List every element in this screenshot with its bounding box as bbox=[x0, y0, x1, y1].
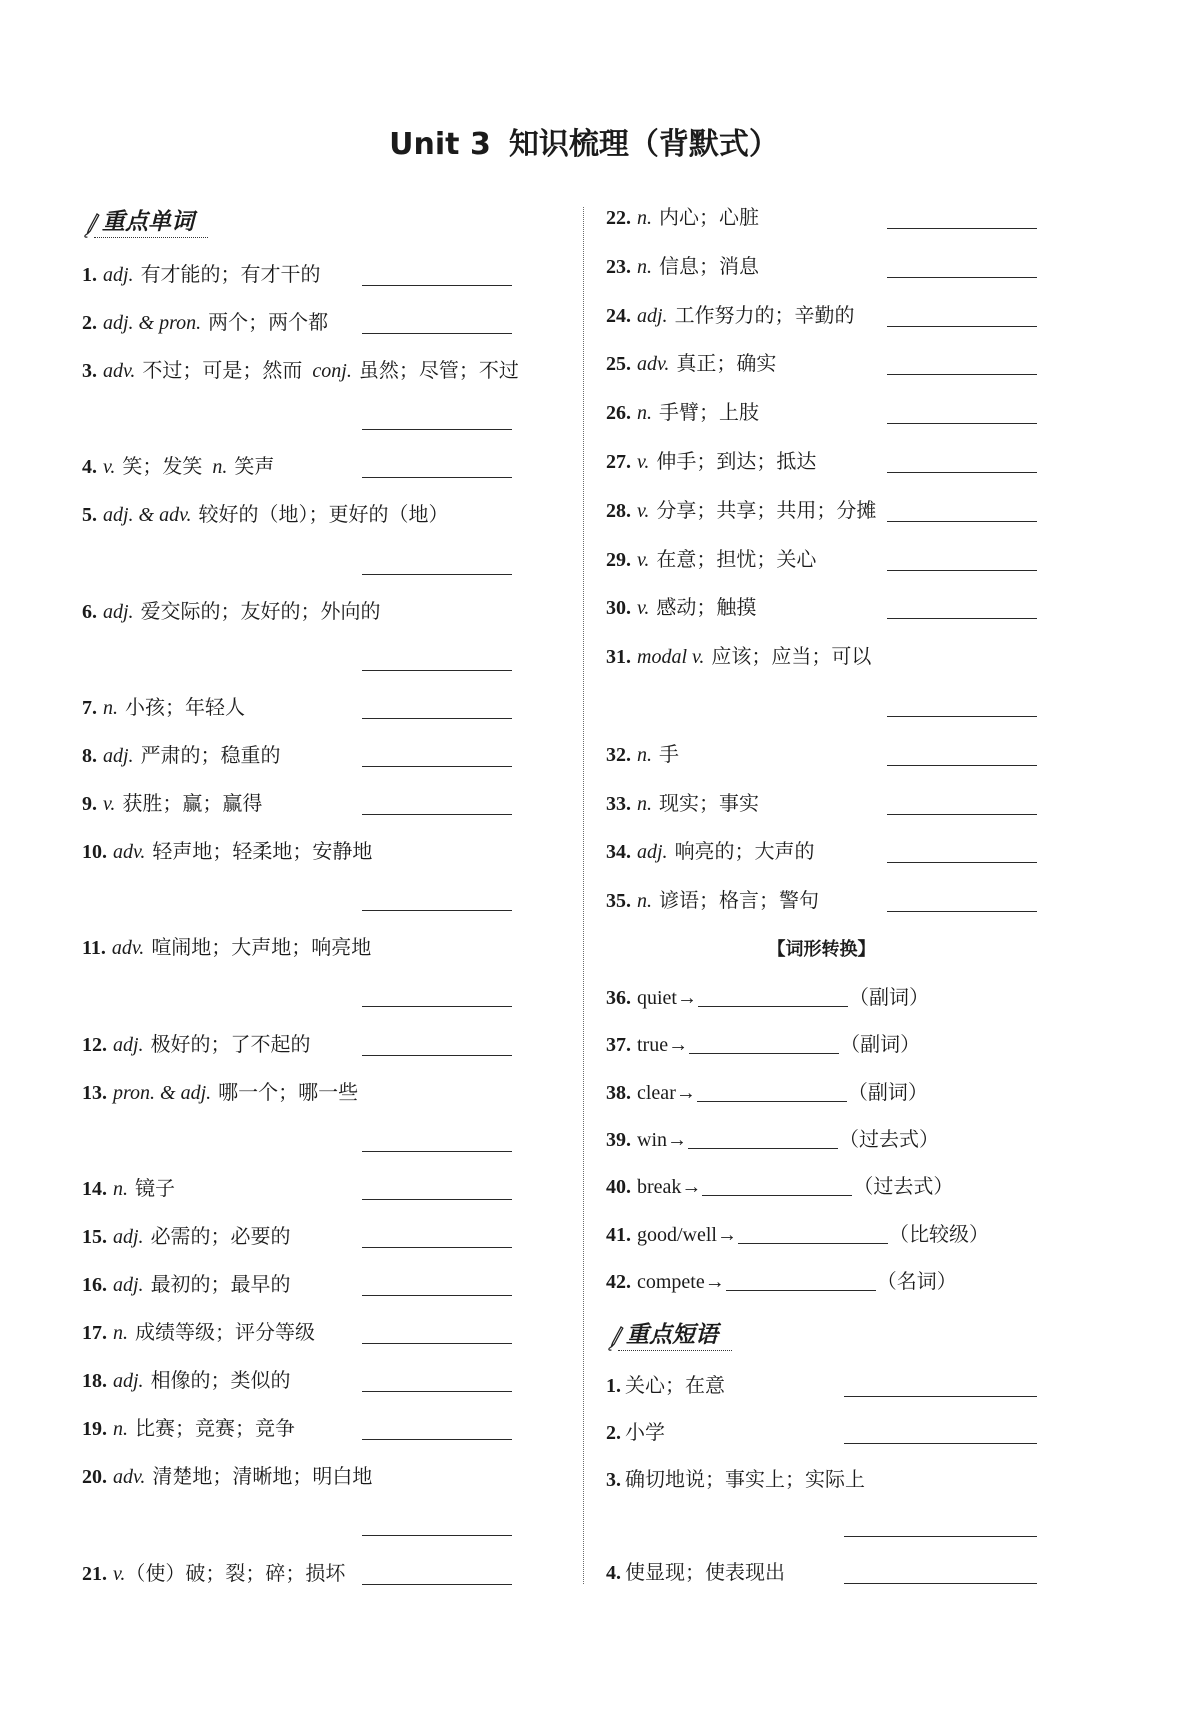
base-word: clear→ bbox=[637, 1081, 696, 1104]
item-number: 17. bbox=[82, 1322, 107, 1345]
answer-blank bbox=[362, 477, 512, 478]
item-number: 1. bbox=[82, 264, 97, 286]
base-word: true→ bbox=[637, 1034, 689, 1057]
form-hint: （名词） bbox=[876, 1271, 957, 1294]
item-number: 2. bbox=[606, 1421, 621, 1444]
answer-blank bbox=[887, 570, 1037, 571]
phrase-meaning: 小学 bbox=[625, 1421, 665, 1444]
answer-blank bbox=[887, 814, 1037, 815]
answer-blank bbox=[362, 1199, 512, 1200]
part-of-speech: v. bbox=[103, 456, 116, 479]
item-number: 15. bbox=[82, 1225, 107, 1248]
item-meaning: 应该；应当；可以 bbox=[711, 646, 872, 669]
answer-blank bbox=[689, 1035, 839, 1054]
vocab-list-right bbox=[606, 194, 1046, 926]
part-of-speech: pron. & adj. bbox=[113, 1081, 212, 1104]
item-number: 35. bbox=[606, 890, 631, 913]
part-of-speech: v. bbox=[637, 499, 650, 522]
vocab-item-6 bbox=[82, 588, 562, 636]
item-meaning: 较好的（地）；更好的（地） bbox=[198, 504, 449, 527]
part-of-speech: n. bbox=[637, 792, 652, 815]
part-of-speech: adv. bbox=[103, 360, 136, 383]
blank-line-row bbox=[82, 1501, 562, 1549]
item-number: 39. bbox=[606, 1129, 631, 1152]
blank-line-row bbox=[606, 682, 1046, 731]
blank-line-row bbox=[82, 395, 562, 443]
item-meaning: 感动；触摸 bbox=[656, 597, 757, 620]
answer-blank bbox=[362, 285, 512, 286]
heading-underline bbox=[618, 1321, 732, 1351]
vocab-item-21 bbox=[82, 1550, 562, 1598]
form-hint: （过去式） bbox=[839, 1129, 939, 1152]
item-meaning: （使）破；裂；碎；损坏 bbox=[125, 1562, 346, 1585]
vocab-item-12 bbox=[82, 1021, 562, 1069]
answer-blank bbox=[362, 718, 512, 719]
part-of-speech: adj. & pron. bbox=[103, 312, 202, 335]
item-number: 30. bbox=[606, 597, 631, 620]
answer-blank bbox=[844, 1536, 1037, 1537]
item-meaning-2: 笑声 bbox=[234, 456, 275, 479]
item-number: 31. bbox=[606, 646, 631, 669]
item-meaning: 不过；可是；然而 bbox=[142, 360, 303, 383]
answer-blank bbox=[702, 1177, 852, 1196]
vocab-item-31 bbox=[606, 633, 1046, 682]
vocab-item-20 bbox=[82, 1453, 562, 1501]
answer-blank bbox=[844, 1396, 1037, 1397]
item-number: 25. bbox=[606, 353, 631, 376]
item-number: 3. bbox=[82, 360, 97, 383]
part-of-speech: adj. bbox=[113, 1033, 144, 1056]
vocab-item-32 bbox=[606, 731, 1046, 780]
part-of-speech: v. bbox=[637, 597, 650, 620]
base-word: good/well→ bbox=[637, 1223, 737, 1246]
item-meaning: 伸手；到达；抵达 bbox=[656, 450, 817, 473]
part-of-speech: adj. bbox=[113, 1273, 144, 1296]
part-of-speech-2: conj. bbox=[312, 360, 352, 383]
word-form-item-36 bbox=[606, 975, 1046, 1022]
item-number: 23. bbox=[606, 255, 631, 278]
item-number: 33. bbox=[606, 792, 631, 815]
item-meaning: 比赛；竞赛；竞争 bbox=[135, 1418, 295, 1441]
vocab-item-9 bbox=[82, 780, 562, 828]
answer-blank bbox=[726, 1272, 876, 1291]
part-of-speech: adv. bbox=[637, 353, 670, 376]
item-number: 16. bbox=[82, 1273, 107, 1296]
item-meaning: 必需的；必要的 bbox=[150, 1225, 291, 1248]
part-of-speech: adv. bbox=[113, 841, 146, 864]
vocab-item-5 bbox=[82, 491, 562, 539]
vocab-item-27 bbox=[606, 438, 1046, 487]
word-form-item-39 bbox=[606, 1117, 1046, 1164]
part-of-speech: adv. bbox=[113, 1466, 146, 1489]
part-of-speech: adj. bbox=[113, 1370, 144, 1393]
phrase-item-2 bbox=[606, 1410, 1046, 1457]
item-number: 42. bbox=[606, 1271, 631, 1294]
blank-line-row bbox=[82, 636, 562, 684]
part-of-speech: n. bbox=[637, 743, 652, 766]
vocab-item-35 bbox=[606, 877, 1046, 926]
item-number: 21. bbox=[82, 1562, 107, 1585]
answer-blank bbox=[362, 333, 512, 334]
part-of-speech: adj. bbox=[103, 264, 134, 286]
part-of-speech: adj. bbox=[637, 304, 668, 327]
answer-blank bbox=[887, 326, 1037, 327]
form-hint: （副词） bbox=[847, 1081, 928, 1104]
form-hint: （副词） bbox=[849, 987, 929, 1009]
phrase-meaning: 确切地说；事实上；实际上 bbox=[625, 1468, 865, 1491]
phrase-item-3 bbox=[606, 1457, 1046, 1504]
item-number: 28. bbox=[606, 499, 631, 522]
part-of-speech: v. bbox=[113, 1562, 126, 1585]
vocab-item-4 bbox=[82, 443, 562, 491]
item-meaning: 手 bbox=[659, 743, 679, 766]
title-text: 知识梳理（背默式） bbox=[508, 127, 779, 162]
answer-blank bbox=[887, 716, 1037, 717]
item-meaning: 工作努力的；辛勤的 bbox=[674, 304, 855, 327]
item-number: 6. bbox=[82, 600, 97, 623]
form-hint: （副词） bbox=[840, 1034, 921, 1057]
item-number: 37. bbox=[606, 1034, 631, 1057]
heading-underline bbox=[94, 208, 208, 238]
vocab-list-left bbox=[82, 251, 562, 1598]
answer-blank bbox=[362, 1247, 512, 1248]
answer-blank bbox=[738, 1225, 888, 1244]
item-meaning: 在意；担忧；关心 bbox=[656, 548, 817, 571]
answer-blank bbox=[887, 374, 1037, 375]
part-of-speech-2: n. bbox=[212, 456, 228, 479]
word-forms-heading: 【词形转换】 bbox=[767, 939, 876, 960]
item-meaning: 轻声地；轻柔地；安静地 bbox=[152, 841, 373, 864]
item-meaning: 有才能的；有才干的 bbox=[140, 264, 321, 286]
item-number: 8. bbox=[82, 744, 97, 767]
phrase-list bbox=[606, 1363, 1046, 1597]
part-of-speech: v. bbox=[103, 793, 116, 816]
vocab-item-34 bbox=[606, 828, 1046, 877]
item-number: 4. bbox=[82, 456, 97, 479]
item-number: 24. bbox=[606, 304, 631, 327]
item-number: 12. bbox=[82, 1033, 107, 1056]
part-of-speech: n. bbox=[637, 207, 652, 229]
answer-blank bbox=[887, 618, 1037, 619]
answer-blank bbox=[844, 1583, 1037, 1584]
item-number: 1. bbox=[606, 1375, 621, 1397]
answer-blank bbox=[887, 228, 1037, 229]
word-form-item-37 bbox=[606, 1022, 1046, 1069]
answer-blank bbox=[697, 1083, 847, 1102]
vocab-item-24 bbox=[606, 292, 1046, 341]
phrase-meaning: 关心；在意 bbox=[625, 1375, 725, 1397]
item-meaning: 现实；事实 bbox=[659, 792, 759, 815]
phrase-section-heading bbox=[606, 1317, 732, 1351]
form-hint: （过去式） bbox=[853, 1176, 954, 1199]
part-of-speech: adv. bbox=[111, 937, 145, 960]
answer-blank bbox=[887, 423, 1037, 424]
item-number: 32. bbox=[606, 743, 631, 766]
phrase-item-4 bbox=[606, 1550, 1046, 1597]
part-of-speech: modal v. bbox=[637, 646, 705, 669]
item-meaning: 相像的；类似的 bbox=[150, 1370, 291, 1393]
answer-blank bbox=[698, 988, 848, 1007]
word-form-item-42 bbox=[606, 1259, 1046, 1306]
item-meaning: 成绩等级；评分等级 bbox=[135, 1322, 315, 1345]
part-of-speech: n. bbox=[113, 1177, 128, 1200]
item-number: 7. bbox=[82, 696, 97, 719]
base-word: compete→ bbox=[637, 1271, 725, 1294]
phrase-item-1 bbox=[606, 1363, 1046, 1410]
vocab-item-16 bbox=[82, 1261, 562, 1309]
vocab-heading-text: 重点单词 bbox=[102, 209, 194, 235]
part-of-speech: n. bbox=[637, 890, 652, 913]
vocab-item-17 bbox=[82, 1309, 562, 1357]
unit-label: Unit 3 bbox=[389, 127, 491, 162]
part-of-speech: adj. bbox=[637, 841, 668, 864]
item-meaning: 喧闹地；大声地；响亮地 bbox=[151, 937, 372, 960]
part-of-speech: n. bbox=[103, 696, 118, 719]
part-of-speech: adj. bbox=[103, 744, 134, 767]
vocab-item-26 bbox=[606, 389, 1046, 438]
item-number: 9. bbox=[82, 793, 97, 816]
answer-blank bbox=[362, 766, 512, 767]
item-number: 13. bbox=[82, 1081, 107, 1104]
item-meaning: 爱交际的；友好的；外向的 bbox=[140, 600, 381, 623]
item-meaning: 极好的；了不起的 bbox=[150, 1033, 311, 1056]
blank-line-row bbox=[82, 876, 562, 924]
part-of-speech: n. bbox=[637, 255, 652, 278]
item-meaning: 最初的；最早的 bbox=[150, 1273, 291, 1296]
vocab-item-1 bbox=[82, 251, 562, 299]
item-number: 34. bbox=[606, 841, 631, 864]
blank-line-row bbox=[82, 540, 562, 588]
item-number: 19. bbox=[82, 1418, 107, 1441]
word-form-item-38 bbox=[606, 1070, 1046, 1117]
answer-blank bbox=[887, 862, 1037, 863]
vocab-section-heading bbox=[82, 204, 208, 238]
blank-line-row bbox=[82, 1117, 562, 1165]
item-meaning: 分享；共享；共用；分摊 bbox=[656, 499, 877, 522]
item-number: 41. bbox=[606, 1223, 631, 1246]
answer-blank bbox=[362, 814, 512, 815]
vocab-item-28 bbox=[606, 487, 1046, 536]
vocab-item-14 bbox=[82, 1165, 562, 1213]
part-of-speech: v. bbox=[637, 548, 650, 571]
item-number: 27. bbox=[606, 450, 631, 473]
item-meaning: 严肃的；稳重的 bbox=[140, 744, 281, 767]
vocab-item-22 bbox=[606, 194, 1046, 243]
item-number: 2. bbox=[82, 312, 97, 335]
answer-blank bbox=[362, 1535, 512, 1536]
word-forms-list bbox=[606, 975, 1046, 1306]
answer-blank bbox=[362, 910, 512, 911]
item-number: 5. bbox=[82, 504, 97, 527]
item-number: 36. bbox=[606, 987, 631, 1009]
item-number: 3. bbox=[606, 1468, 621, 1491]
base-word: win→ bbox=[637, 1129, 687, 1152]
item-number: 22. bbox=[606, 207, 631, 229]
vocab-item-33 bbox=[606, 780, 1046, 829]
item-number: 11. bbox=[82, 937, 106, 960]
answer-blank bbox=[688, 1130, 838, 1149]
vocab-item-25 bbox=[606, 340, 1046, 389]
item-number: 18. bbox=[82, 1370, 107, 1393]
answer-blank bbox=[887, 277, 1037, 278]
vocab-item-13 bbox=[82, 1069, 562, 1117]
part-of-speech: v. bbox=[637, 450, 650, 473]
answer-blank bbox=[362, 670, 512, 671]
answer-blank bbox=[362, 1055, 512, 1056]
part-of-speech: n. bbox=[113, 1418, 128, 1441]
item-meaning: 清楚地；清晰地；明白地 bbox=[152, 1466, 373, 1489]
phrase-meaning: 使显现；使表现出 bbox=[625, 1562, 785, 1585]
part-of-speech: n. bbox=[113, 1322, 128, 1345]
vocab-item-15 bbox=[82, 1213, 562, 1261]
answer-blank bbox=[362, 1391, 512, 1392]
phrase-heading-text: 重点短语 bbox=[626, 1322, 718, 1348]
item-number: 20. bbox=[82, 1466, 107, 1489]
item-meaning: 镜子 bbox=[135, 1177, 175, 1200]
item-number: 29. bbox=[606, 548, 631, 571]
item-number: 26. bbox=[606, 402, 631, 425]
answer-blank bbox=[362, 1343, 512, 1344]
answer-blank bbox=[887, 911, 1037, 912]
item-number: 10. bbox=[82, 841, 107, 864]
item-number: 38. bbox=[606, 1081, 631, 1104]
answer-blank bbox=[362, 1151, 512, 1152]
vocab-item-30 bbox=[606, 584, 1046, 633]
item-meaning: 手臂；上肢 bbox=[659, 402, 759, 425]
item-meaning: 获胜；赢；赢得 bbox=[122, 793, 263, 816]
vocab-item-7 bbox=[82, 684, 562, 732]
blank-line-row bbox=[82, 972, 562, 1020]
item-number: 14. bbox=[82, 1177, 107, 1200]
item-meaning: 哪一个；哪一些 bbox=[218, 1081, 359, 1104]
item-meaning: 响亮的；大声的 bbox=[674, 841, 815, 864]
item-meaning: 信息；消息 bbox=[659, 255, 759, 278]
vocab-item-18 bbox=[82, 1357, 562, 1405]
vocab-item-23 bbox=[606, 243, 1046, 292]
vocab-item-8 bbox=[82, 732, 562, 780]
item-meaning: 小孩；年轻人 bbox=[125, 696, 245, 719]
answer-blank bbox=[844, 1443, 1037, 1444]
vocab-item-29 bbox=[606, 536, 1046, 585]
base-word: break→ bbox=[637, 1176, 702, 1199]
answer-blank bbox=[362, 1295, 512, 1296]
column-divider bbox=[583, 207, 584, 1584]
answer-blank bbox=[362, 1006, 512, 1007]
vocab-item-3 bbox=[82, 347, 562, 395]
vocab-item-11 bbox=[82, 924, 562, 972]
answer-blank bbox=[887, 472, 1037, 473]
answer-blank bbox=[362, 574, 512, 575]
vocab-item-10 bbox=[82, 828, 562, 876]
word-form-item-40 bbox=[606, 1164, 1046, 1211]
part-of-speech: adj. & adv. bbox=[103, 504, 192, 527]
answer-blank bbox=[362, 1439, 512, 1440]
answer-blank bbox=[362, 1584, 512, 1585]
item-number: 4. bbox=[606, 1562, 621, 1585]
blank-line-row bbox=[606, 1503, 1046, 1550]
item-meaning: 内心；心脏 bbox=[659, 207, 759, 229]
answer-blank bbox=[362, 429, 512, 430]
vocab-item-2 bbox=[82, 299, 562, 347]
form-hint: （比较级） bbox=[889, 1223, 989, 1246]
base-word: quiet→ bbox=[637, 987, 697, 1009]
word-form-item-41 bbox=[606, 1212, 1046, 1259]
answer-blank bbox=[887, 521, 1037, 522]
part-of-speech: n. bbox=[637, 402, 652, 425]
part-of-speech: adj. bbox=[103, 600, 134, 623]
item-number: 40. bbox=[606, 1176, 631, 1199]
vocab-item-19 bbox=[82, 1405, 562, 1453]
item-meaning-2: 虽然；尽管；不过 bbox=[358, 360, 519, 383]
answer-blank bbox=[887, 765, 1037, 766]
item-meaning: 真正；确实 bbox=[676, 353, 777, 376]
part-of-speech: adj. bbox=[113, 1225, 144, 1248]
item-meaning: 两个；两个都 bbox=[208, 312, 329, 335]
item-meaning: 笑；发笑 bbox=[122, 456, 203, 479]
page-title bbox=[0, 122, 1168, 168]
item-meaning: 谚语；格言；警句 bbox=[659, 890, 819, 913]
